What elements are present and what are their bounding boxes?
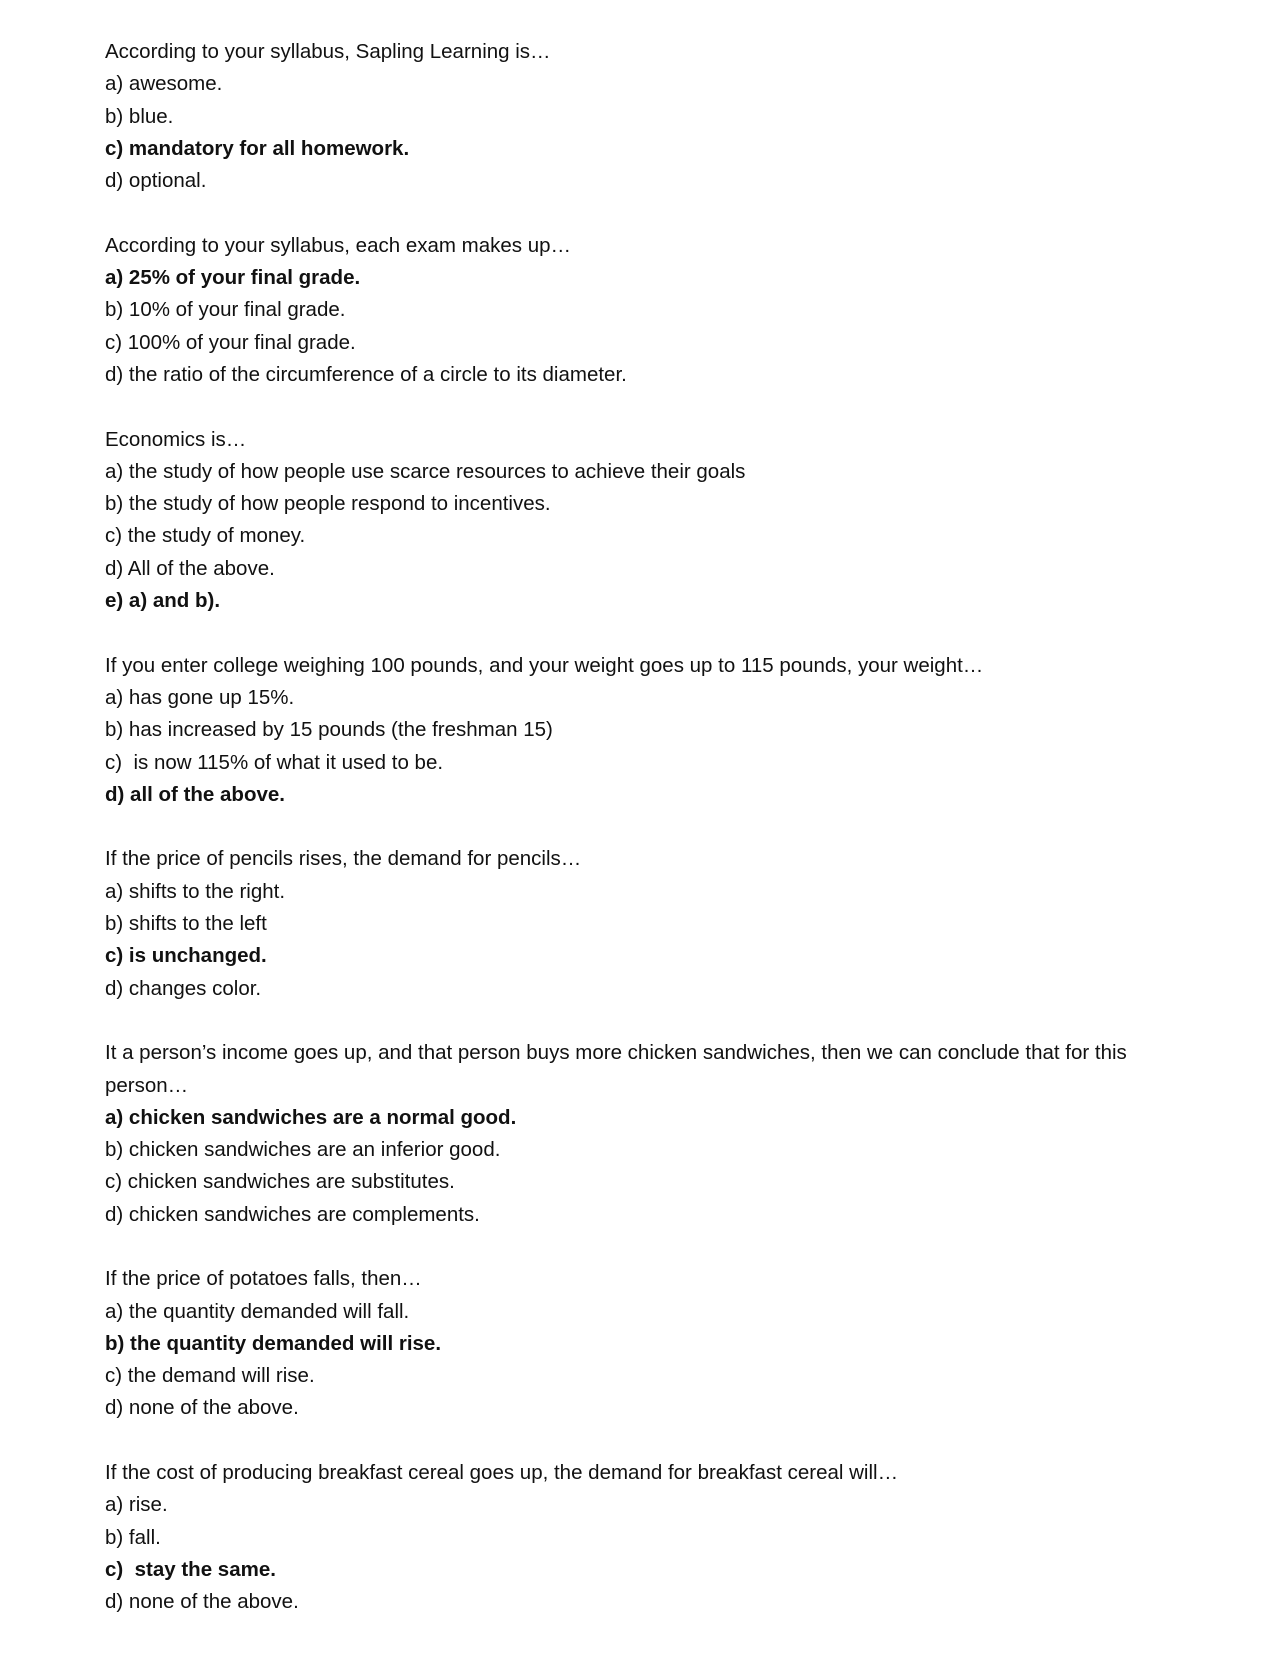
question-text: If the price of pencils rises, the demand for pencils…	[105, 847, 582, 871]
question-block	[105, 843, 1180, 1004]
question-text: According to your syllabus, each exam makes up…	[105, 233, 572, 257]
answer-option: d) All of the above.	[105, 556, 275, 580]
answer-option: c) the study of money.	[105, 524, 306, 548]
question-text: If the cost of producing breakfast cereal goes up, the demand for breakfast cereal will…	[105, 1461, 899, 1485]
answer-option: b) fall.	[105, 1525, 161, 1549]
answer-option: d) changes color.	[105, 976, 262, 1000]
question-block	[105, 230, 1180, 391]
answer-option: d) none of the above.	[105, 1396, 299, 1420]
answer-option: d) none of the above.	[105, 1590, 299, 1614]
document-page	[105, 36, 1180, 1651]
question-block	[105, 650, 1180, 811]
question-text: If the price of potatoes falls, then…	[105, 1267, 422, 1291]
answer-option: d) chicken sandwiches are complements.	[105, 1202, 480, 1226]
answer-option-correct: e) a) and b).	[105, 589, 221, 613]
question-block	[105, 1457, 1180, 1618]
answer-option: c) 100% of your final grade.	[105, 330, 356, 354]
answer-option: a) the study of how people use scarce resources to achieve their goals	[105, 459, 746, 483]
question-block	[105, 424, 1180, 618]
answer-option: a) awesome.	[105, 72, 223, 96]
answer-option: b) 10% of your final grade.	[105, 298, 346, 322]
question-text: If you enter college weighing 100 pounds, and your weight goes up to 115 pounds, your weight…	[105, 653, 984, 677]
question-text: It a person’s income goes up, and that person buys more chicken sandwiches, then we can conclude that for this person…	[105, 1041, 1133, 1097]
answer-option: a) has gone up 15%.	[105, 685, 295, 709]
answer-option-correct: c) stay the same.	[105, 1557, 276, 1581]
answer-option: c) chicken sandwiches are substitutes.	[105, 1170, 455, 1194]
question-text: According to your syllabus, Sapling Learning is…	[105, 40, 551, 63]
answer-option: d) the ratio of the circumference of a circle to its diameter.	[105, 362, 627, 386]
question-block	[105, 36, 1180, 197]
answer-option: b) blue.	[105, 104, 174, 128]
answer-option: c) is now 115% of what it used to be.	[105, 750, 444, 774]
answer-option: b) has increased by 15 pounds (the freshman 15)	[105, 718, 553, 742]
answer-option: b) chicken sandwiches are an inferior good.	[105, 1138, 501, 1162]
answer-option-correct: d) all of the above.	[105, 782, 285, 806]
answer-option-correct: a) 25% of your final grade.	[105, 266, 361, 290]
answer-option: c) the demand will rise.	[105, 1364, 315, 1388]
question-text: Economics is…	[105, 427, 247, 451]
answer-option-correct: b) the quantity demanded will rise.	[105, 1331, 442, 1355]
answer-option: b) the study of how people respond to incentives.	[105, 492, 551, 516]
answer-option: a) rise.	[105, 1493, 168, 1517]
answer-option-correct: c) mandatory for all homework.	[105, 136, 410, 160]
question-block	[105, 1263, 1180, 1424]
answer-option: d) optional.	[105, 169, 207, 193]
question-block	[105, 1037, 1180, 1231]
answer-option: a) shifts to the right.	[105, 879, 286, 903]
answer-option: a) the quantity demanded will fall.	[105, 1299, 410, 1323]
answer-option: b) shifts to the left	[105, 912, 267, 936]
answer-option-correct: a) chicken sandwiches are a normal good.	[105, 1105, 517, 1129]
answer-option-correct: c) is unchanged.	[105, 944, 267, 968]
